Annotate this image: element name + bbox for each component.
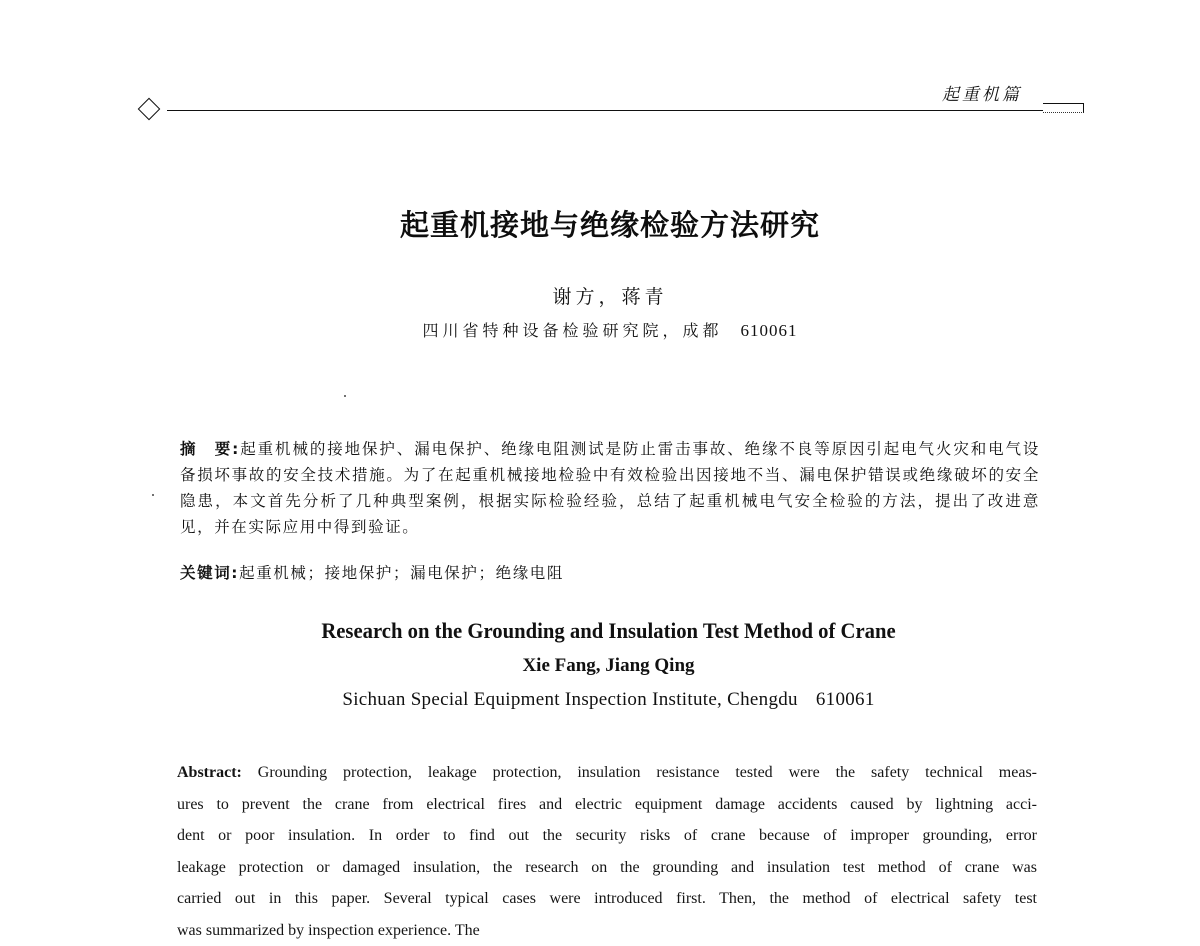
english-abstract-line: dent or poor insulation. In order to find out the security risks of crane because of improper grounding, error [177,820,1037,852]
chinese-abstract [180,436,1040,540]
diamond-icon [138,98,161,121]
english-abstract [177,757,1037,946]
chinese-abstract-label: 摘 要: [180,440,240,458]
chinese-keywords-text: 起重机械；接地保护；漏电保护；绝缘电阻 [239,564,564,582]
chinese-authors: 谢方，蒋青 [0,282,1200,309]
english-abstract-line: leakage protection or damaged insulation, the research on the grounding and insulation test method of crane was [177,852,1037,884]
header-rule [167,110,1043,111]
chinese-affiliation-name: 四川省特种设备检验研究院，成都 [422,321,722,340]
chinese-keywords-label: 关键词: [180,564,239,582]
english-abstract-label: Abstract: [177,764,242,781]
chinese-abstract-text: 起重机械的接地保护、漏电保护、绝缘电阻测试是防止雷击事故、绝缘不良等原因引起电气火灾和电气设备损坏事故的安全技术措施。为了在起重机械接地检验中有效检验出因接地不当、漏电保护错误或绝缘破坏的安全隐患，本文首先分析了几种典型案例，根据实际检验经验，总结了起重机械电气安全检验的方法，提出了改进意见，并在实际应用中得到验证。 [180,440,1040,536]
english-abstract-line: Abstract: Grounding protection, leakage protection, insulation resistance tested were the safety technical meas- [177,757,1037,789]
english-zip-code: 610061 [816,689,875,710]
english-abstract-line: carried out in this paper. Several typical cases were introduced first. Then, the method of electrical safety test [177,883,1037,915]
english-title: Research on the Grounding and Insulation Test Method of Crane [37,618,1181,644]
chinese-title: 起重机接地与绝缘检验方法研究 [0,203,1200,244]
english-affiliation [0,689,1200,711]
scan-speck [152,494,154,496]
english-affiliation-name: Sichuan Special Equipment Inspection Institute, Chengdu [342,689,798,710]
scan-speck [344,395,346,397]
page-header [0,0,1200,130]
english-authors: Xie Fang, Jiang Qing [0,655,1200,677]
section-label: 起重机篇 [942,80,1022,105]
english-abstract-line: ures to prevent the crane from electrical fires and electric equipment damage accidents caused by lightning acci- [177,789,1037,821]
header-tab-bracket [1043,103,1084,113]
chinese-affiliation [0,318,1200,341]
english-abstract-line: was summarized by inspection experience. The [177,915,1037,946]
chinese-zip-code: 610061 [741,321,798,340]
chinese-keywords [180,560,1040,586]
